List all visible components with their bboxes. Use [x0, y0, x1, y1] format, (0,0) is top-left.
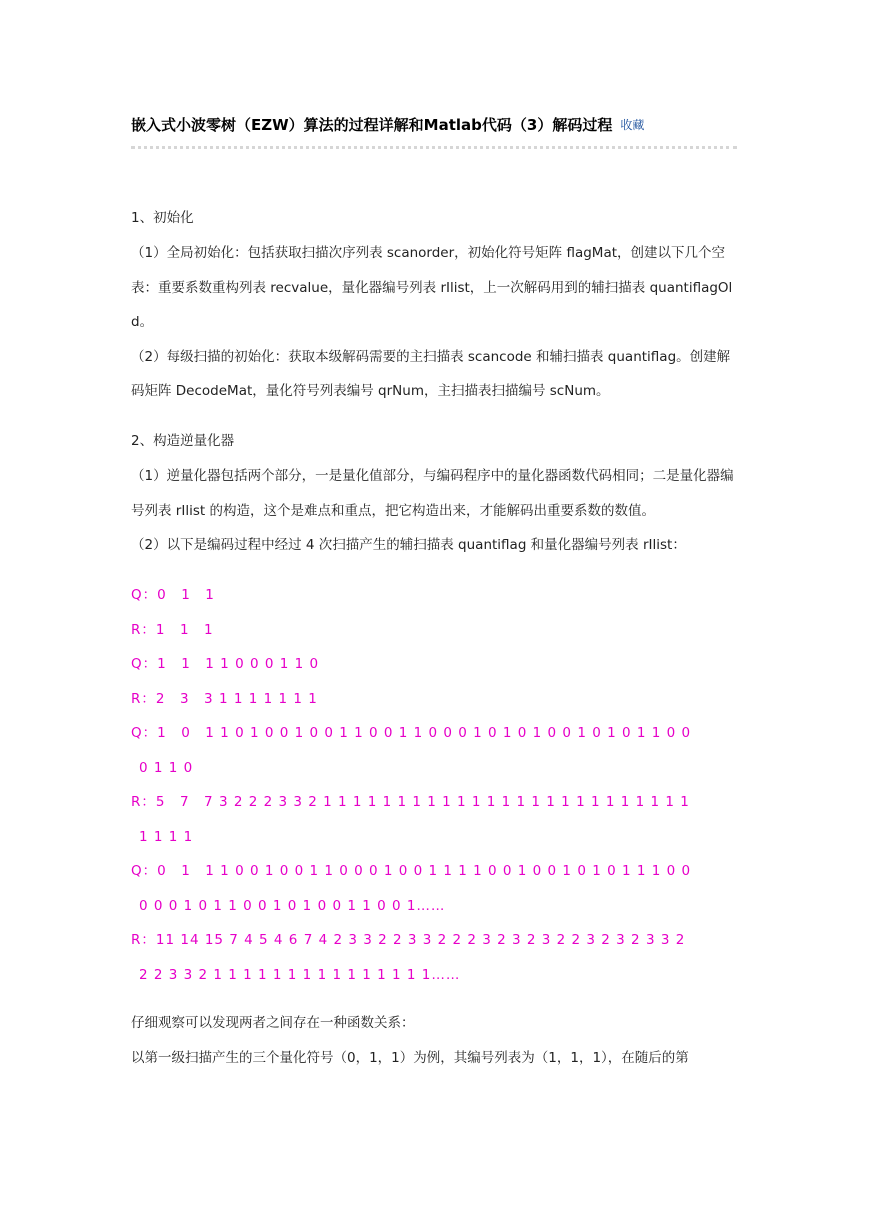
- sequence-line: R：5 7 7 3 2 2 2 3 3 2 1 1 1 1 1 1 1 1 1 1 1 1 1 1 1 1 1 1 1 1 1 1 1 1 1: [131, 794, 690, 810]
- favorite-link[interactable]: 收藏: [620, 117, 645, 132]
- section-heading-init: 1、初始化: [131, 210, 194, 226]
- title-divider: [131, 146, 737, 149]
- sequence-line: Q：0 1 1: [131, 587, 215, 603]
- sequence-line: Q：0 1 1 1 0 0 1 0 0 1 1 0 0 0 1 0 0 1 1 1 1 0 0 1 0 0 1 0 1 0 1 1 1 0 0: [131, 863, 692, 879]
- sequence-line-continuation: 1 1 1 1: [139, 828, 194, 845]
- section-dequantizer-body: [131, 459, 737, 563]
- paragraph: （1）逆量化器包括两个部分，一是量化值部分，与编码程序中的量化器函数代码相同；二是量化器编号列表 rIlist 的构造，这个是难点和重点，把它构造出来，才能解码出重要系数的数值。: [131, 468, 734, 519]
- section-heading-dequantizer: 2、构造逆量化器: [131, 433, 235, 449]
- sequence-line: Q：1 0 1 1 0 1 0 0 1 0 0 1 1 0 0 1 1 0 0 0 1 0 1 0 1 0 0 1 0 1 0 1 1 0 0: [131, 725, 692, 741]
- article-title-row: [131, 112, 737, 136]
- sequence-line: R：2 3 3 1 1 1 1 1 1 1: [131, 690, 318, 707]
- sequence-block: [131, 578, 737, 992]
- sequence-line-continuation: 0 1 1 0: [139, 759, 194, 776]
- sequence-line: R：1 1 1: [131, 621, 214, 638]
- sequence-line: R：11 14 15 7 4 5 4 6 7 4 2 3 3 2 2 3 3 2 2 2 3 2 3 2 3 2 2 3 2 3 2 3 3 2: [131, 932, 686, 948]
- paragraph: （1）全局初始化：包括获取扫描次序列表 scanorder，初始化符号矩阵 flagMat，创建以下几个空表：重要系数重构列表 recvalue，量化器编号列表 rIlist，上一次解码用到的辅扫描表 quantiflagOld。: [131, 245, 733, 330]
- sequence-line-continuation: 2 2 3 3 2 1 1 1 1 1 1 1 1 1 1 1 1 1 1 1……: [139, 966, 461, 983]
- paragraph: 以第一级扫描产生的三个量化符号（0，1，1）为例，其编号列表为（1，1，1），在随后的第: [131, 1049, 689, 1066]
- observation-body: [131, 1006, 737, 1075]
- section-init-body: [131, 236, 737, 409]
- paragraph: 仔细观察可以发现两者之间存在一种函数关系：: [131, 1015, 415, 1031]
- sequence-line: Q：1 1 1 1 0 0 0 1 1 0: [131, 656, 320, 672]
- article-title: 嵌入式小波零树（EZW）算法的过程详解和Matlab代码（3）解码过程: [131, 115, 613, 134]
- sequence-line-continuation: 0 0 0 1 0 1 1 0 0 1 0 1 0 0 1 1 0 0 1……: [139, 897, 446, 914]
- paragraph: （2）以下是编码过程中经过 4 次扫描产生的辅扫描表 quantiflag 和量化器编号列表 rIlist：: [131, 537, 686, 553]
- paragraph: （2）每级扫描的初始化：获取本级解码需要的主扫描表 scancode 和辅扫描表 quantiflag。创建解码矩阵 DecodeMat，量化符号列表编号 qrNum，主扫描表扫描编号 scNum。: [131, 348, 731, 399]
